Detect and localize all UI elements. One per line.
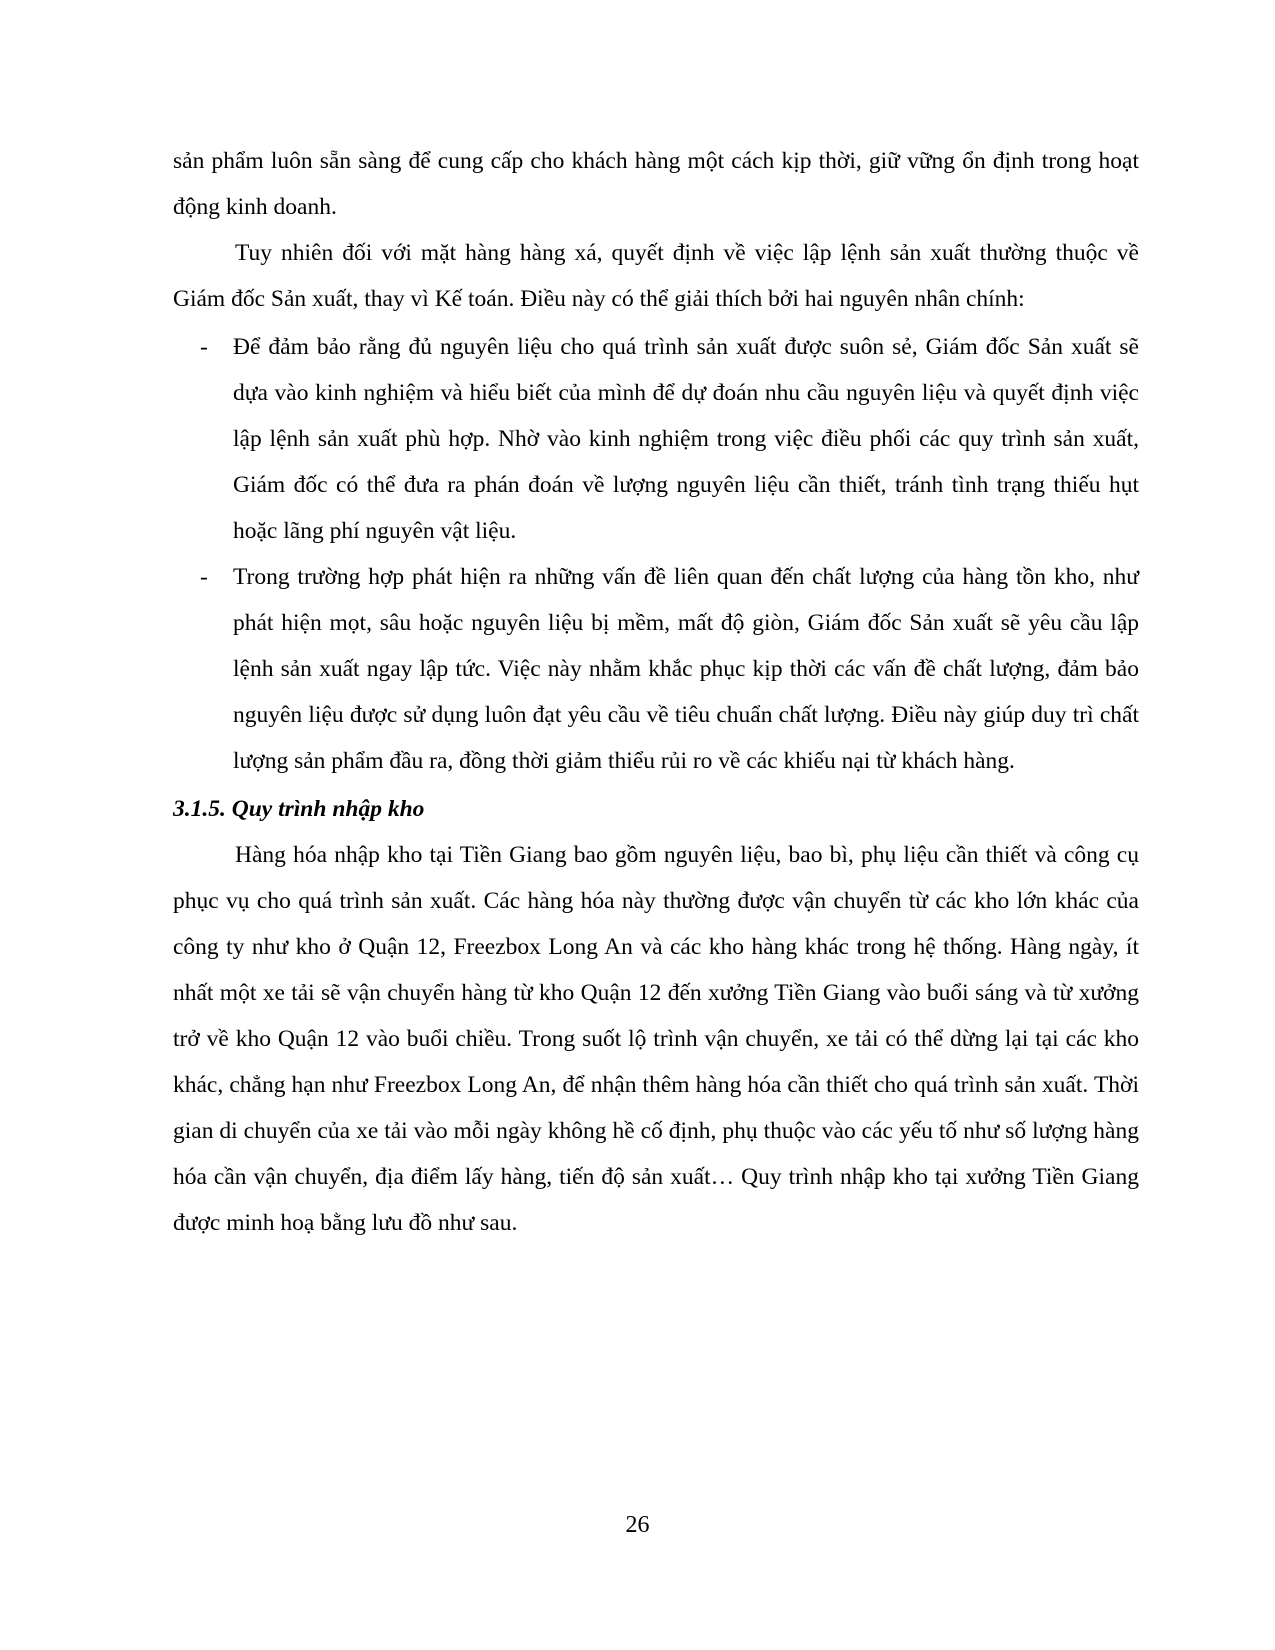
list-item <box>173 554 1139 784</box>
body-paragraph-continuation: sản phẩm luôn sẵn sàng để cung cấp cho khách hàng một cách kịp thời, giữ vững ổn định trong hoạt động kinh doanh. <box>173 148 1139 220</box>
list-item-text: Để đảm bảo rằng đủ nguyên liệu cho quá trình sản xuất được suôn sẻ, Giám đốc Sản xuất sẽ dựa vào kinh nghiệm và hiểu biết của mình để dự đoán nhu cầu nguyên liệu và quyết định việc lập lệnh sản xuất phù hợp. Nhờ vào kinh nghiệm trong việc điều phối các quy trình sản xuất, Giám đốc có thể đưa ra phán đoán về lượng nguyên liệu cần thiết, tránh tình trạng thiếu hụt hoặc lãng phí nguyên vật liệu. <box>233 334 1139 544</box>
body-paragraph-production-decision: Tuy nhiên đối với mặt hàng hàng xá, quyết định về việc lập lệnh sản xuất thường thuộc về Giám đốc Sản xuất, thay vì Kế toán. Điều này có thể giải thích bởi hai nguyên nhân chính: <box>173 240 1139 312</box>
list-dash: - <box>200 564 208 590</box>
list-dash: - <box>200 334 208 360</box>
list-item-text: Trong trường hợp phát hiện ra những vấn đề liên quan đến chất lượng của hàng tồn kho, như phát hiện mọt, sâu hoặc nguyên liệu bị mềm, mất độ giòn, Giám đốc Sản xuất sẽ yêu cầu lập lệnh sản xuất ngay lập tức. Việc này nhằm khắc phục kịp thời các vấn đề chất lượng, đảm bảo nguyên liệu được sử dụng luôn đạt yêu cầu về tiêu chuẩn chất lượng. Điều này giúp duy trì chất lượng sản phẩm đầu ra, đồng thời giảm thiểu rủi ro về các khiếu nại từ khách hàng. <box>233 564 1139 774</box>
section-heading: 3.1.5. Quy trình nhập kho <box>173 796 425 822</box>
list-item <box>173 324 1139 554</box>
reason-list <box>173 324 1139 784</box>
page-number: 26 <box>625 1512 650 1538</box>
body-paragraph-warehouse-process: Hàng hóa nhập kho tại Tiền Giang bao gồm nguyên liệu, bao bì, phụ liệu cần thiết và công cụ phục vụ cho quá trình sản xuất. Các hàng hóa này thường được vận chuyển từ các kho lớn khác của công ty như kho ở Quận 12, Freezbox Long An và các kho hàng khác trong hệ thống. Hàng ngày, ít nhất một xe tải sẽ vận chuyển hàng từ kho Quận 12 đến xưởng Tiền Giang vào buổi sáng và từ xưởng trở về kho Quận 12 vào buổi chiều. Trong suốt lộ trình vận chuyển, xe tải có thể dừng lại tại các kho khác, chẳng hạn như Freezbox Long An, để nhận thêm hàng hóa cần thiết cho quá trình sản xuất. Thời gian di chuyển của xe tải vào mỗi ngày không hề cố định, phụ thuộc vào các yếu tố như số lượng hàng hóa cần vận chuyển, địa điểm lấy hàng, tiến độ sản xuất… Quy trình nhập kho tại xưởng Tiền Giang được minh hoạ bằng lưu đồ như sau. <box>173 842 1139 1236</box>
document-page <box>173 138 1139 1246</box>
